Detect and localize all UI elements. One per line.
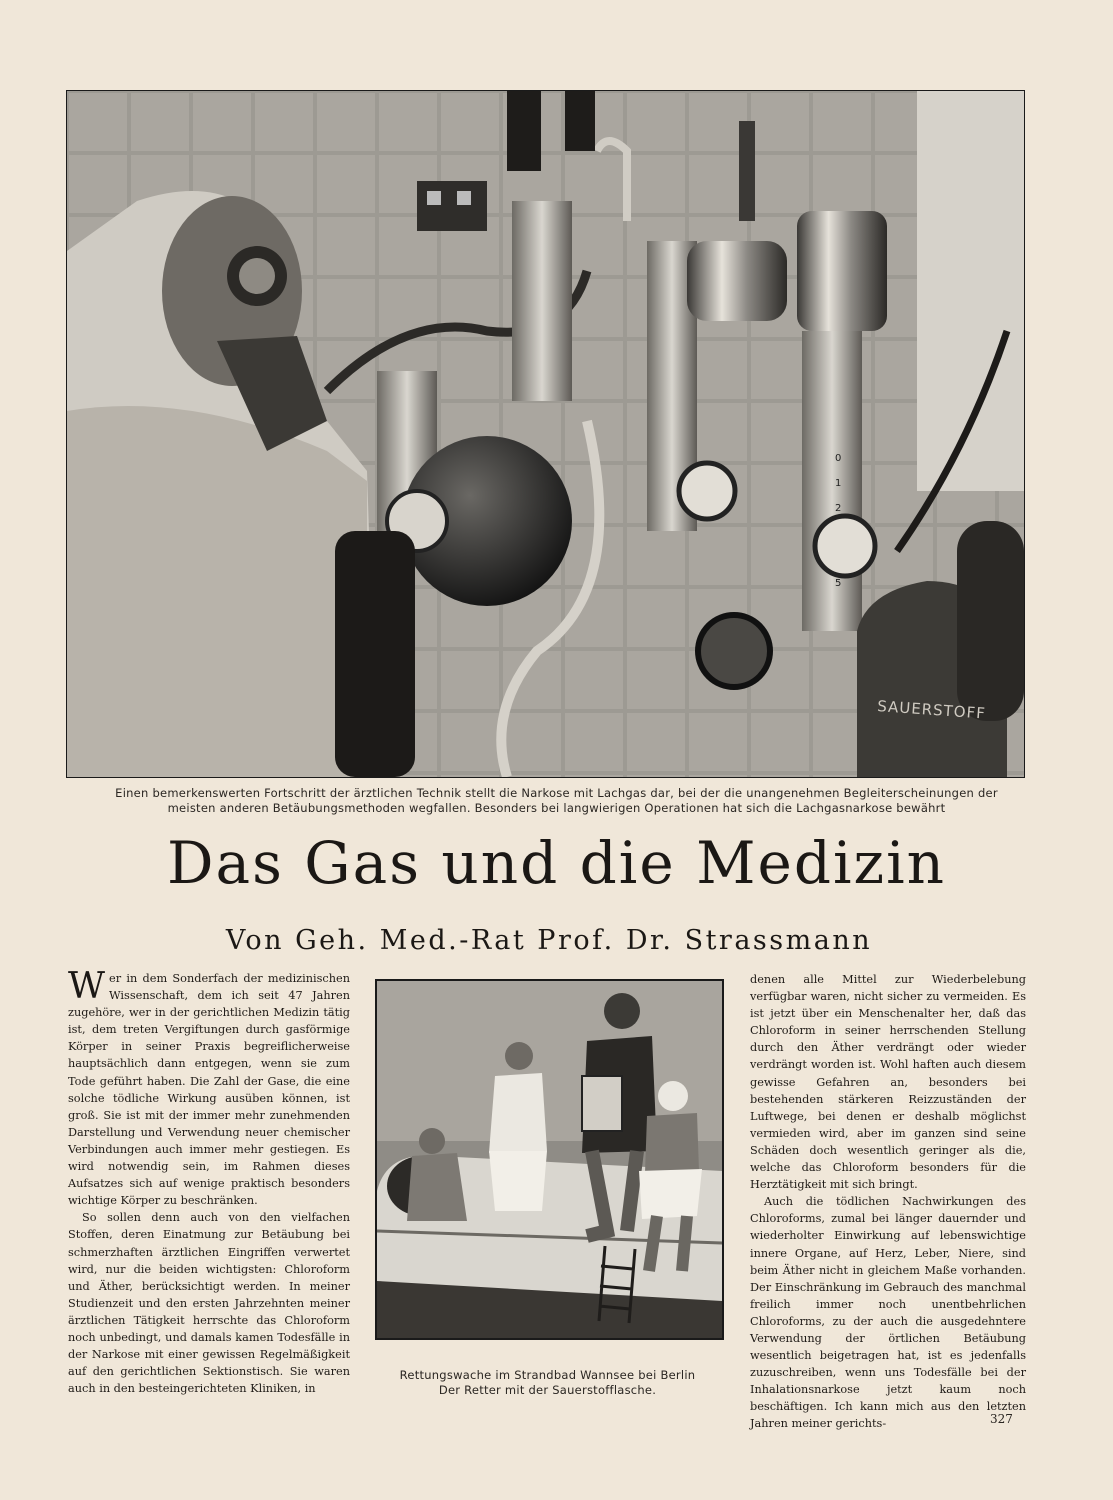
left-paragraph-1 (68, 966, 350, 1209)
right-paragraph-1: denen alle Mittel zur Wiederbelebung verfügbar waren, nicht sicher zu vermeiden. Es ist jetzt über ein Menschenalter her, daß das Chloroform in seiner herrschenden Stellung durch den Äther verdrängt oder wieder verdrängt worden ist. Wohl haften auch diesem gewisse Gefahren an, besonders bei bestehenden stärkeren Reizzuständen der Luftwege, bei denen er deshalb möglichst vermieden wird, aber im ganzen sind seine Schäden doch wesentlich geringer als die, welche das Chloroform besonders für die Herztätigkeit mit sich bringt. (750, 973, 1026, 1192)
cylinder-label: SAUERSTOFF (876, 697, 987, 723)
photo-rescue-boat-drawing (377, 981, 722, 1338)
article-byline: Von Geh. Med.-Rat Prof. Dr. Strassmann (225, 925, 873, 956)
left-paragraph-2: So sollen denn auch von den vielfachen Stoffen, deren Einatmung zur Betäubung bei schmerzhaften ärztlichen Eingriffen verwertet wird, nur die beiden wichtigsten: Chloroform und Äther, berücksichtigt werden. In meiner Studienzeit und den ersten Jahrzehnten meiner ärztlichen Tätigkeit herrschte das Chloroform noch unbedingt, und damals kamen Todesfälle in der Narkose mit einer gewissen Regelmäßigkeit auf den gerichtlichen Sektionstisch. Sie waren auch in den besteingerichteten Kliniken, in (68, 1211, 350, 1396)
photo-anesthesia-apparatus (66, 90, 1025, 778)
right-paragraph-2: Auch die tödlichen Nachwirkungen des Chloroforms, zumal bei länger dauernder und wiederholter Einwirkung auf lebenswichtige innere Organe, auf Herz, Leber, Niere, sind beim Äther nicht in gleichem Maße vorhanden. Der Einschränkung im Gebrauch des manchmal freilich immer noch unentbehrlichen Chloroforms, zu der auch die ausgedehntere Verwendung der örtlichen Betäubung wesentlich beigetragen hat, ist es jedenfalls zuzuschreiben, wenn uns Todesfälle bei der Inhalationsnarkose jetzt kaum noch beschäftigen. Ich kann mich aus den letzten Jahren meiner gerichts- (750, 1195, 1026, 1431)
bottom-caption-line-1: Rettungswache im Strandbad Wannsee bei Berlin (399, 1368, 696, 1382)
gauge-tick-1: 1 (835, 478, 842, 489)
top-photo-caption: Einen bemerkenswerten Fortschritt der ärztlichen Technik stellt die Narkose mit Lachgas dar, bei der die unangenehmen Begleiterscheinungen der meisten anderen Betäubungsmethoden wegfallen. Besonders bei langwierigen Operationen hat sich die Lachgasnarkose bewährt (115, 786, 998, 815)
article-headline: Das Gas und die Medizin (167, 829, 946, 897)
photo-rescue-boat (375, 979, 724, 1340)
bottom-caption-line-2: Der Retter mit der Sauerstofflasche. (438, 1383, 657, 1397)
gauge-tick-2: 2 (835, 503, 842, 514)
left-text-column (68, 966, 350, 1397)
right-text-column (750, 971, 1026, 1433)
gauge-tick-5: 5 (835, 578, 842, 589)
gauge-tick-0: 0 (835, 453, 842, 464)
page-number: 327 (990, 1412, 1013, 1426)
drop-cap: W (68, 966, 106, 1007)
bottom-photo-caption (375, 1368, 720, 1398)
left-paragraph-1-text: er in dem Sonderfach der medizinischen Wissenschaft, dem ich seit 47 Jahren zugehöre, wer in der gerichtlichen Medizin tätig ist, dem treten Vergiftungen durch gasförmige Körper in seiner Praxis begreiflicherweise hauptsächlich dann entgegen, wenn sie zum Tode geführt haben. Die Zahl der Gase, die eine solche tödliche Wirkung ausüben können, ist groß. Sie ist mit der immer mehr zunehmenden Darstellung und Verwendung neuer chemischer Verbindungen auch immer mehr gestiegen. Es wird notwendig sein, im Rahmen dieses Aufsatzes sich auf wenige praktisch besonders wichtige Körper zu beschränken. (68, 972, 350, 1208)
photo-anesthesia-apparatus-drawing (67, 91, 1024, 777)
